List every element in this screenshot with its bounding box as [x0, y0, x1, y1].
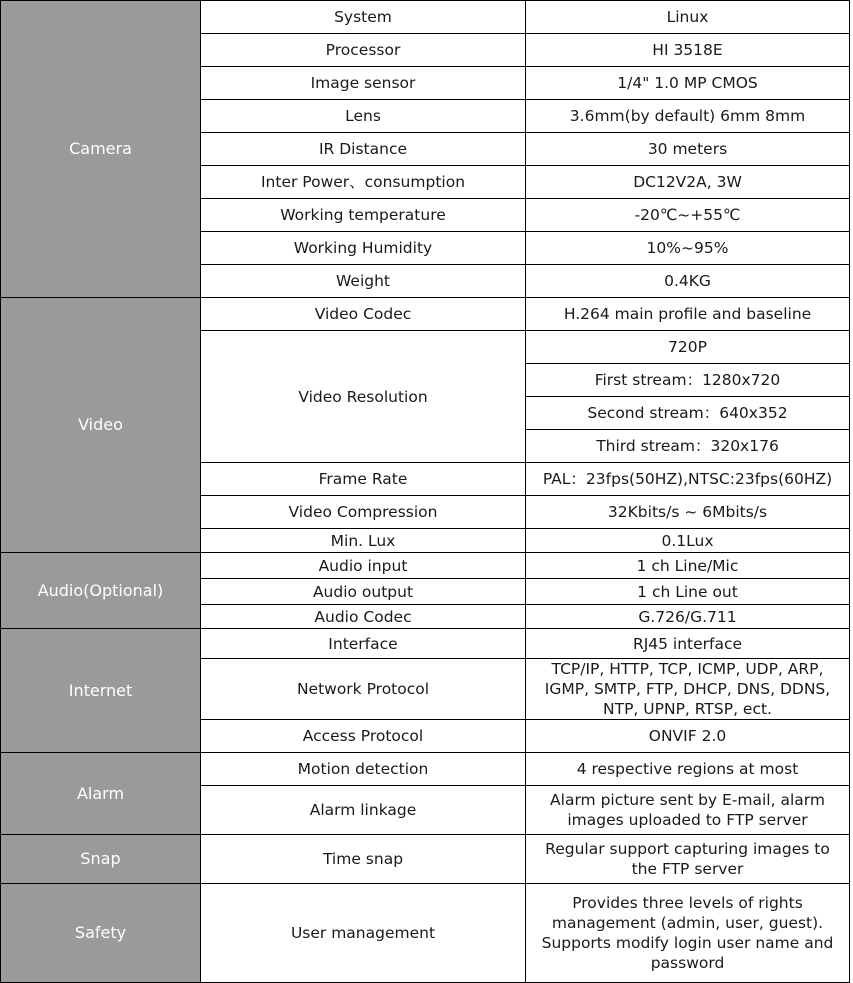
value-min-lux: 0.1Lux [526, 529, 850, 553]
value-frame-rate: PAL：23fps(50HZ),NTSC:23fps(60HZ) [526, 463, 850, 496]
value-resolution-third-stream: Third stream：320x176 [526, 430, 850, 463]
value-interface: RJ45 interface [526, 629, 850, 659]
value-video-compression: 32Kbits/s ~ 6Mbits/s [526, 496, 850, 529]
value-alarm-linkage: Alarm picture sent by E-mail, alarm images uploaded to FTP server [526, 786, 850, 835]
param-user-management: User management [201, 884, 526, 983]
table-row [1, 629, 850, 659]
table-row [1, 835, 850, 884]
table-row [1, 553, 850, 579]
param-image-sensor: Image sensor [201, 67, 526, 100]
param-processor: Processor [201, 34, 526, 67]
param-power: Inter Power、consumption [201, 166, 526, 199]
param-audio-codec: Audio Codec [201, 605, 526, 629]
value-weight: 0.4KG [526, 265, 850, 298]
value-video-codec: H.264 main profile and baseline [526, 298, 850, 331]
value-lens: 3.6mm(by default) 6mm 8mm [526, 100, 850, 133]
value-time-snap: Regular support capturing images to the FTP server [526, 835, 850, 884]
value-resolution-first-stream: First stream：1280x720 [526, 364, 850, 397]
category-video: Video [1, 298, 201, 553]
param-frame-rate: Frame Rate [201, 463, 526, 496]
value-network-protocol: TCP/IP, HTTP, TCP, ICMP, UDP, ARP, IGMP, SMTP, FTP, DHCP, DNS, DDNS, NTP, UPNP, RTSP, ect. [526, 659, 850, 720]
value-audio-input: 1 ch Line/Mic [526, 553, 850, 579]
table-row [1, 298, 850, 331]
param-audio-output: Audio output [201, 579, 526, 605]
category-snap: Snap [1, 835, 201, 884]
param-access-protocol: Access Protocol [201, 720, 526, 753]
category-alarm: Alarm [1, 753, 201, 835]
value-power: DC12V2A, 3W [526, 166, 850, 199]
category-audio: Audio(Optional) [1, 553, 201, 629]
value-processor: HI 3518E [526, 34, 850, 67]
value-working-humidity: 10%~95% [526, 232, 850, 265]
param-ir-distance: IR Distance [201, 133, 526, 166]
table-row [1, 884, 850, 983]
param-min-lux: Min. Lux [201, 529, 526, 553]
category-camera: Camera [1, 1, 201, 298]
param-audio-input: Audio input [201, 553, 526, 579]
value-access-protocol: ONVIF 2.0 [526, 720, 850, 753]
param-working-humidity: Working Humidity [201, 232, 526, 265]
category-internet: Internet [1, 629, 201, 753]
table-row [1, 1, 850, 34]
value-working-temperature: -20℃~+55℃ [526, 199, 850, 232]
param-weight: Weight [201, 265, 526, 298]
value-ir-distance: 30 meters [526, 133, 850, 166]
param-working-temperature: Working temperature [201, 199, 526, 232]
value-audio-output: 1 ch Line out [526, 579, 850, 605]
value-resolution-720p: 720P [526, 331, 850, 364]
value-user-management: Provides three levels of rights management (admin, user, guest). Supports modify login user name and password [526, 884, 850, 983]
category-safety: Safety [1, 884, 201, 983]
param-motion-detection: Motion detection [201, 753, 526, 786]
param-alarm-linkage: Alarm linkage [201, 786, 526, 835]
param-video-compression: Video Compression [201, 496, 526, 529]
table-row [1, 753, 850, 786]
value-system: Linux [526, 1, 850, 34]
param-network-protocol: Network Protocol [201, 659, 526, 720]
param-video-resolution: Video Resolution [201, 331, 526, 463]
value-image-sensor: 1/4" 1.0 MP CMOS [526, 67, 850, 100]
value-motion-detection: 4 respective regions at most [526, 753, 850, 786]
param-video-codec: Video Codec [201, 298, 526, 331]
param-time-snap: Time snap [201, 835, 526, 884]
value-audio-codec: G.726/G.711 [526, 605, 850, 629]
param-system: System [201, 1, 526, 34]
param-lens: Lens [201, 100, 526, 133]
param-interface: Interface [201, 629, 526, 659]
value-resolution-second-stream: Second stream：640x352 [526, 397, 850, 430]
